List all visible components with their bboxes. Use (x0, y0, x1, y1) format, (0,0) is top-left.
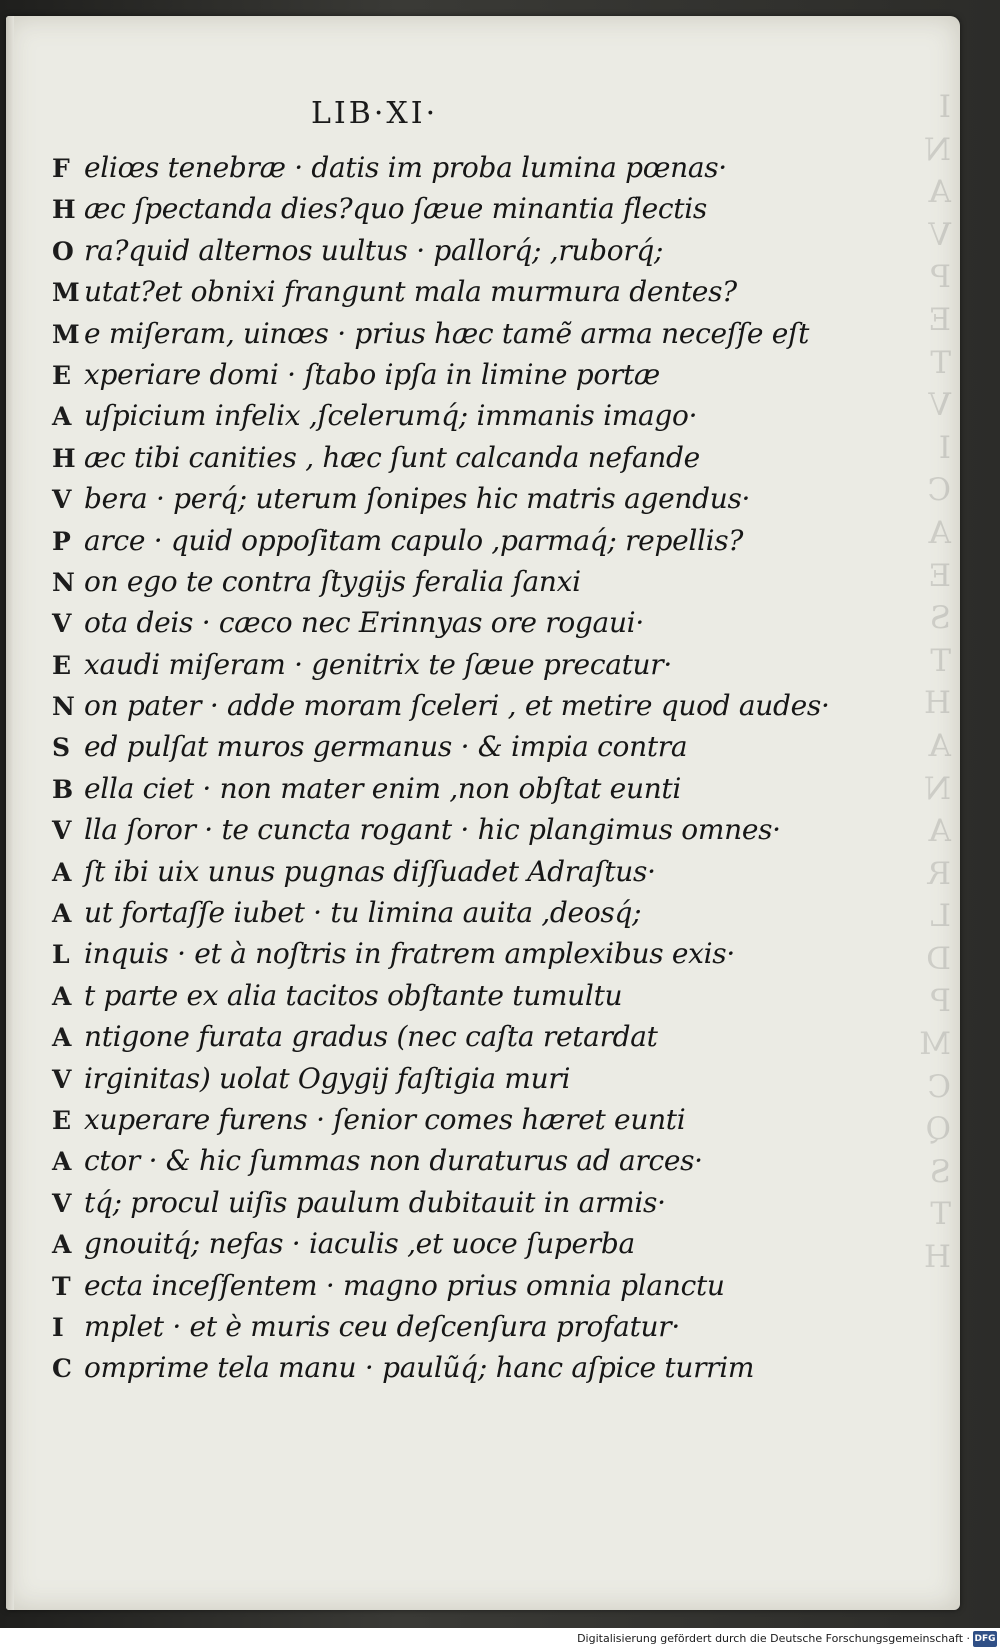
verse-line (52, 892, 830, 933)
verse-line (52, 1099, 830, 1140)
verse-initial: T (52, 1271, 71, 1301)
verse-text: utat?et obnixi frangunt mala murmura dentes? (84, 275, 737, 309)
verse-line (52, 685, 830, 726)
verse-initial: A (52, 1023, 72, 1053)
verse-line (52, 354, 830, 395)
verse-text: e miſeram, uinœs · prius hæc tamẽ arma neceſſe eſt (84, 316, 810, 350)
verse-initial: N (52, 692, 75, 722)
verse-initial: F (52, 154, 70, 183)
verse-text: xuperare furens · ſenior comes hæret eunti (84, 1102, 686, 1136)
verse-initial: I (52, 1312, 64, 1342)
verse-line (52, 188, 830, 229)
verse-text: on pater · adde moram ſceleri , et metire quod audes· (84, 689, 830, 723)
verse-initial: H (52, 443, 76, 473)
verse-text: ſt ibi uix unus pugnas diſſuadet Adraſtus· (84, 854, 656, 888)
verse-initial: S (52, 733, 70, 763)
verse-text: xperiare domi · ſtabo ipſa in limine portæ (84, 357, 660, 391)
verse-text: xaudi miſeram · genitrix te ſæue precatur· (84, 647, 672, 681)
verse-line (52, 1182, 830, 1223)
verse-line (52, 851, 830, 892)
running-head: LIB·XI· (311, 96, 439, 131)
verse-initial: A (52, 1230, 72, 1260)
verse-initial: B (52, 774, 73, 804)
verse-text: æc tibi canities , hæc ſunt calcanda nefande (84, 440, 700, 474)
verse-text: inquis · et à noſtris in fratrem amplexibus exis· (84, 937, 735, 971)
verse-initial: M (52, 319, 80, 349)
verse-line (52, 230, 830, 271)
verse-text: ota deis · cæco nec Erinnyas ore rogaui· (84, 606, 644, 640)
verse-initial: P (52, 526, 71, 556)
verse-line (52, 1016, 830, 1057)
dfg-logo: DFG (973, 1631, 997, 1647)
verse-line (52, 1223, 830, 1264)
verse-line (52, 933, 830, 974)
verse-initial: A (52, 402, 72, 432)
verse-initial: E (52, 650, 71, 680)
verse-line (52, 561, 830, 602)
verse-line (52, 644, 830, 685)
verse-initial: A (52, 857, 72, 887)
verse-initial: A (52, 899, 72, 929)
verse-text: ctor · & hic ſummas non duraturus ad arces· (84, 1144, 703, 1178)
verse-initial: V (52, 1064, 72, 1094)
verse-line (52, 437, 830, 478)
verse-text: gnouitq́; nefas · iaculis ,et uoce ſuperba (84, 1227, 635, 1261)
verse-initial: V (52, 1188, 72, 1218)
verse-line (52, 975, 830, 1016)
verse-line (52, 395, 830, 436)
verse-initial: O (52, 236, 74, 266)
verse-initial: M (52, 278, 80, 308)
verse-initial: A (52, 1147, 72, 1177)
verse-initial: L (52, 940, 70, 970)
page-edge (6, 16, 14, 1610)
verse-text: lla ſoror · te cuncta rogant · hic plangimus omnes· (84, 813, 781, 847)
verse-text: ed pulſat muros germanus · & impia contra (84, 730, 688, 764)
verse-initial: V (52, 816, 72, 846)
verse-text: bera · perq́; uterum ſonipes hic matris agendus· (84, 482, 751, 516)
verse-text: t parte ex alia tacitos obſtante tumultu (84, 978, 623, 1012)
verse-text: ntigone furata gradus (nec caſta retardat (84, 1020, 658, 1054)
verse-line (52, 602, 830, 643)
verse-line (52, 1058, 830, 1099)
verse-text: on ego te contra ſtygijs feralia ſanxi (84, 564, 581, 598)
verse-line (52, 1347, 830, 1388)
verse-line (52, 768, 830, 809)
verse-list (52, 147, 830, 1389)
funding-credit: Digitalisierung gefördert durch die Deutsche Forschungsgemeinschaft · (577, 1632, 970, 1645)
verse-line (52, 478, 830, 519)
book-page (6, 16, 960, 1610)
footer-bar (0, 1628, 1000, 1652)
verse-initial: H (52, 195, 76, 225)
verse-line (52, 313, 830, 354)
verse-text: ra?quid alternos uultus · pallorq́; ,ruborq́; (84, 233, 664, 267)
verse-line (52, 809, 830, 850)
verse-text: arce · quid oppoſitam capulo ,parmaq́; repellis? (84, 523, 744, 557)
verse-initial: C (52, 1354, 72, 1384)
verse-text: eliœs tenebræ · datis im proba lumina pœnas· (84, 151, 727, 184)
verse-text: mplet · et è muris ceu deſcenſura profatur· (84, 1309, 680, 1343)
verse-initial: E (52, 1105, 71, 1135)
bleed-through-text: I N A V P E T V I C A E S T H A N A R L D P M C Q S T H (919, 89, 951, 1276)
verse-line (52, 1140, 830, 1181)
verse-initial: N (52, 567, 75, 597)
verse-initial: V (52, 485, 72, 515)
verse-text: irginitas) uolat Ogygij faſtigia muri (84, 1061, 571, 1095)
verse-line (52, 1306, 830, 1347)
verse-line (52, 726, 830, 767)
verse-text: ecta inceſſentem · magno prius omnia planctu (84, 1268, 725, 1302)
verse-initial: E (52, 360, 71, 390)
verse-initial: V (52, 609, 72, 639)
verse-text: æc ſpectanda dies?quo ſæue minantia flectis (84, 192, 707, 226)
verse-line (52, 520, 830, 561)
verse-text: ella ciet · non mater enim ,non obſtat eunti (84, 771, 682, 805)
verse-text: omprime tela manu · paulũq́; hanc aſpice turrim (84, 1351, 755, 1385)
verse-line (52, 147, 830, 188)
verse-initial: A (52, 981, 72, 1011)
verse-text: uſpicium infelix ,ſcelerumq́; immanis imago· (84, 399, 698, 433)
verse-line (52, 1265, 830, 1306)
verse-text: ut fortaſſe iubet · tu limina auita ,deosq́; (84, 896, 642, 930)
verse-text: tq́; procul uiſis paulum dubitauit in armis· (84, 1185, 666, 1219)
verse-line (52, 271, 830, 312)
